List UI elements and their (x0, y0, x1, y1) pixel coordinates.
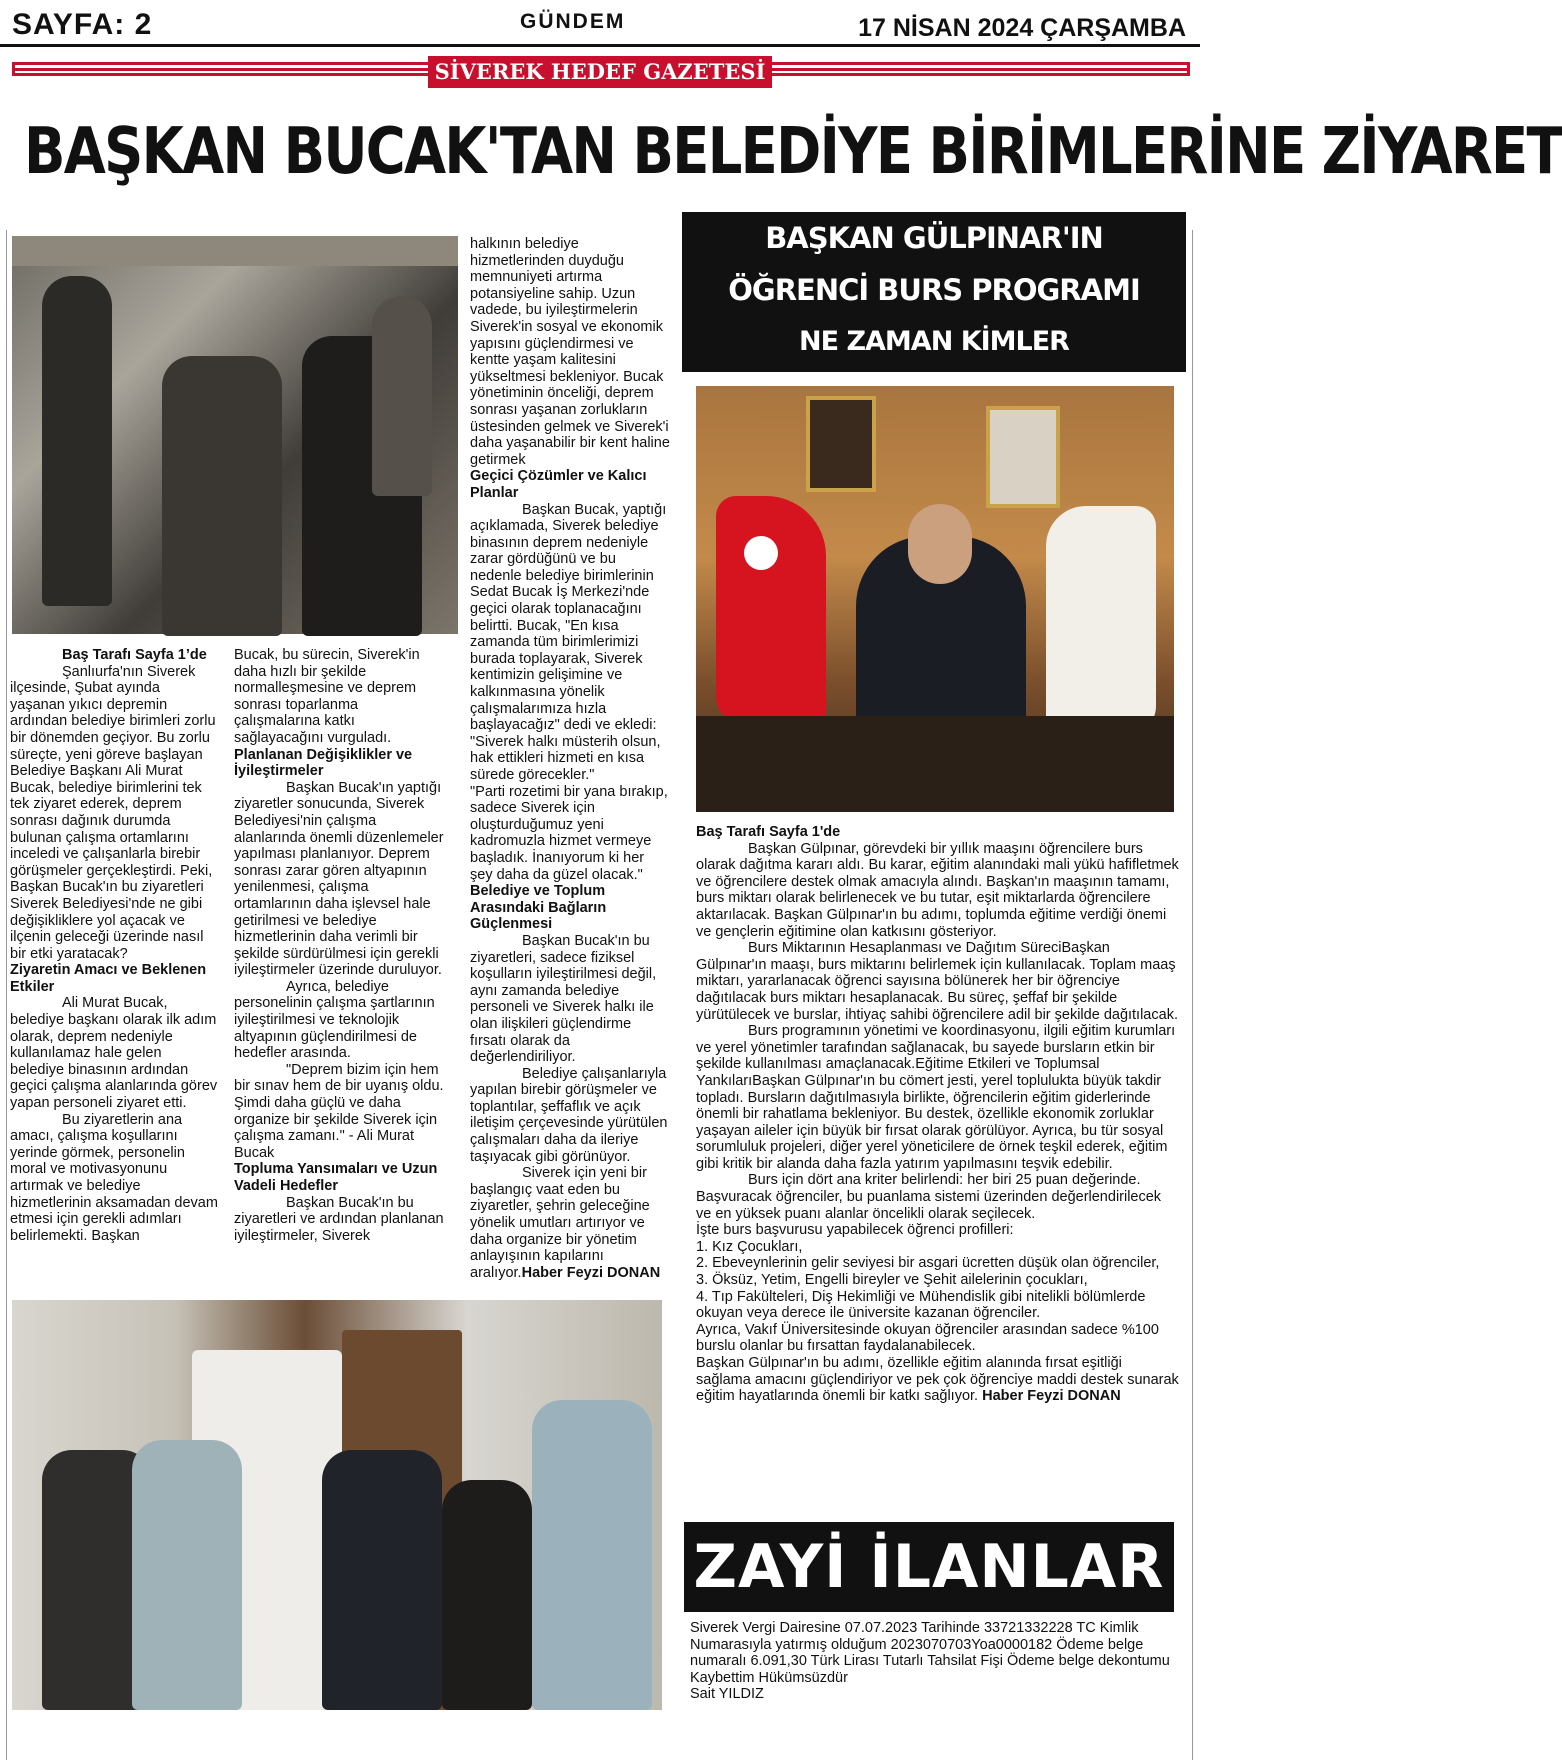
list-item: 3. Öksüz, Yetim, Engelli bireyler ve Şehit ailelerinin çocukları, (696, 1272, 1088, 1289)
frame-line-left (6, 230, 7, 1760)
photo-handshake (12, 236, 458, 634)
paragraph: Ali Murat Bucak, belediye başkanı olarak ilk adım olarak, deprem nedeniyle kullanılamaz hale gelen belediye binasının ardından geçici çalışma alanlarında görev yapan personeli ziyaret etti. (10, 995, 218, 1112)
paragraph: Ayrıca, Vakıf Üniversitesinde okuyan öğrenciler arasından sadece %100 burslu olanlar bu fırsattan faydalanabilecek. (696, 1321, 1159, 1355)
classifieds-title: ZAYİ İLANLAR (684, 1522, 1174, 1612)
section-name: GÜNDEM (520, 10, 626, 33)
subheading: Belediye ve Toplum Arasındaki Bağların Güçlenmesi (470, 883, 607, 933)
paragraph: Başkan Bucak'ın bu ziyaretleri ve ardından planlanan iyileştirmeler, Siverek (234, 1194, 444, 1244)
page-number: SAYFA: 2 (12, 8, 153, 41)
paragraph-text: Başkan Gülpınar'ın bu adımı, özellikle eğitim alanında fırsat eşitliği sağlama amacını güçlendiriyor ve pek çok öğrenciye maddi destek sunarak eğitim hayatlarında önemli bir katkı sağlıyor. (696, 1355, 1179, 1405)
lost-notice-name: Sait YILDIZ (690, 1686, 764, 1703)
sidebar-headline-line: NE ZAMAN KİMLER (799, 326, 1069, 357)
byline: Haber Feyzi DONAN (982, 1388, 1121, 1405)
paragraph: Ayrıca, belediye personelinin çalışma şartlarının iyileştirilmesi ve teknolojik altyapının güçlendirilmesi de hedefler arasında. (234, 978, 435, 1062)
red-rule-right (770, 62, 1190, 76)
list-item: 2. Ebeveynlerinin gelir seviyesi bir asgari ücretten düşük olan öğrenciler, (696, 1255, 1160, 1272)
quote: "Deprem bizim için hem bir sınav hem de bir uyanış oldu. Şimdi daha güçlü ve daha organize bir şekilde Siverek için çalışma zamanı." - Ali Murat Bucak (234, 1061, 444, 1161)
paragraph: halkının belediye hizmetlerinden duyduğu memnuniyeti artırma potansiyeline sahip. Uzun vadede, bu iyileştirmelerin Siverek'in sosyal ve ekonomik yapısını güçlendirmesi ve kentte yaşam kalitesini yükseltmesi bekleniyor. Bucak yönetiminin önceliği, deprem sonrası yaşanan zorlukların üstesinden gelmek ve Siverek'i daha yaşanabilir bir kent haline getirmek (470, 236, 670, 468)
article-col-3 (470, 236, 670, 1281)
subheading: Planlanan Değişiklikler ve İyileştirmeler (234, 746, 413, 780)
main-headline: BAŞKAN BUCAK'TAN BELEDİYE BİRİMLERİNE ZİYARET (24, 115, 1562, 189)
list-item: 4. Tıp Fakülteleri, Diş Hekimliği ve Mühendislik gibi nitelikli bölümlerde okuyan veya derece ile üniversite kazanan öğrenciler. (696, 1288, 1146, 1322)
paragraph: Başkan Gülpınar, görevdeki bir yıllık maaşını öğrencilere burs olarak dağıtma kararı aldı. Bu karar, eğitim alanındaki mali yükü hafifletmek ve öğrencilere destek olmak amacıyla alındı. Başkan'ın maaşının tamamı, burs miktarı olarak belirlenecek ve bu tutar, eşit miktarlarda öğrencilere aktarılacak. Başkan Gülpınar'ın bu adımı, toplumda eğitime verdiği önemi ve gençlerin eğitimine olan katkısını gösteriyor. (696, 840, 1179, 940)
article-continuation: Baş Tarafı Sayfa 1'de (696, 824, 841, 840)
paragraph: Burs Miktarının Hesaplanması ve Dağıtım SüreciBaşkan Gülpınar'ın maaşı, burs miktarını belirlemek için kullanılacak. Toplam maaş miktarı, yararlanacak öğrenci sayısına bölünerek her bir öğrenciye dağıtılacak burs miktarı hesaplanacak. Bu süreç, şeffaf bir şekilde yürütülecek ve burslar, ihtiyaç sahibi öğrencilere adil bir şekilde dağıtılacak. (696, 940, 1178, 1023)
frame-line-right (1192, 230, 1193, 1760)
red-rule-left (12, 62, 432, 76)
subheading: Ziyaretin Amacı ve Beklenen Etkiler (10, 962, 207, 995)
list-item: 1. Kız Çocukları, (696, 1238, 803, 1255)
article-col-2 (234, 647, 446, 1244)
framed-portrait-erdogan (986, 406, 1060, 508)
municipal-flag-icon (1046, 506, 1156, 736)
lost-notice-text: Siverek Vergi Dairesine 07.07.2023 Tarihinde 33721332228 TC Kimlik Numarasıyla yatırmış olduğum 2023070703Yoa0000182 Ödeme belge numaralı 6.091,30 Türk Lirası Tutarlı Tahsilat Fişi Ödeme belge dekontumu Kaybettim Hükümsüzdür (690, 1620, 1170, 1686)
paragraph: Başvuracak öğrenciler, bu puanlama sistemi üzerinden değerlendirilecek ve en yüksek puanı alanlar öncelikli olarak seçilecek. (696, 1189, 1162, 1222)
issue-date: 17 NİSAN 2024 ÇARŞAMBA (858, 14, 1186, 42)
paragraph: Burs programının yönetimi ve koordinasyonu, ilgili eğitim kurumları ve yerel yönetimler tarafından sağlanacak, bu sayede bursların etkin bir şekilde kullanılması amaçlanacak.Eğitime Etkileri ve Toplumsal YankılarıBaşkan Gülpınar'ın bu cömert jesti, yerel toplulukta büyük takdir topladı. Bursların dağıtılmasıyla birlikte, öğrencilerin eğitim giderlerinde önemli bir rahatlama bekleniyor. Bu destek, özellikle ekonomik zorluklar yaşayan aileler için büyük bir fırsat olarak görülüyor. Ayrıca, bu tür sosyal sorumluluk projeleri, diğer yerel yöneticilere de örnek teşkil ederek, eğitim gibi kritik bir alanda daha fazla yatırım yapılmasını teşvik edebilir. (696, 1023, 1176, 1172)
mayor-face (908, 504, 972, 584)
turkish-flag-icon (716, 496, 826, 726)
paragraph: Bu ziyaretlerin ana amacı, çalışma koşullarını yerinde görmek, personelin moral ve motivasyonunu artırmak ve belediye hizmetlerinin aksamadan devam etmesi için gerekli adımları belirlemekti. Başkan (10, 1111, 218, 1244)
photo-mayor-portrait (696, 386, 1174, 812)
photo-office-visit (12, 1300, 662, 1710)
paragraph: Bucak, bu sürecin, Siverek'in daha hızlı bir şekilde normalleşmesine ve deprem sonrası toparlanma çalışmalarına katkı sağlayacağını vurguladı. (234, 647, 420, 746)
desk (696, 716, 1174, 812)
sidebar-headline (682, 212, 1186, 372)
paragraph: Başkan Bucak'ın bu ziyaretleri, sadece fiziksel koşulların iyileştirilmesi değil, aynı zamanda belediye personeli ve Siverek halkı ile olan ilişkileri güçlendirme fırsatı olarak da değerlendiriliyor. (470, 932, 657, 1066)
sidebar-headline-line: ÖĞRENCİ BURS PROGRAMI (728, 273, 1140, 307)
paragraph: Belediye çalışanlarıyla yapılan birebir görüşmeler ve toplantılar, şeffaflık ve açık iletişim çerçevesinde yürütülen çalışmaları daha da ileriye taşıyacak gibi görünüyor. (470, 1065, 668, 1165)
subheading: Geçici Çözümler ve Kalıcı Planlar (470, 468, 647, 501)
framed-portrait-atatürk (806, 396, 876, 492)
byline: Haber Feyzi DONAN (521, 1264, 661, 1281)
paragraph: Şanlıurfa'nın Siverek ilçesinde, Şubat ayında yaşanan yıkıcı depremin ardından belediye birimleri zorlu bir dönemden geçiyor. Bu zorlu süreçte, yeni göreve başlayan Belediye Başkanı Ali Murat Bucak, belediye birimlerini tek tek ziyaret ederek, deprem sonrası dağınık durumda bulunan çalışma ortamlarını inceledi ve çalışanlarla birebir görüşmeler gerçekleştirdi. Peki, Başkan Bucak'ın bu ziyaretleri Siverek Belediyesi'nde ne gibi değişikliklere yol açacak ve ilçenin geleceği üzerinde nasıl bir etki yaratacak? (10, 663, 216, 962)
paragraph-text: Siverek için yeni bir başlangıç vaat eden bu ziyaretler, şehrin geleceğine yönelik umutları artırıyor ve daha organize bir yönetim anlayışının kapılarını aralıyor. (470, 1165, 650, 1281)
paragraph: Başkan Bucak, yaptığı açıklamada, Siverek belediye binasının deprem nedeniyle zarar gördüğünü ve bu nedenle belediye birimlerinin Sedat Bucak İş Merkezi'nde geçici olarak toplanacağını belirtti. Bucak, "En kısa zamanda tüm birimlerimizi burada toplayarak, Siverek kentimizin gelişimine ve kalkınmasına yönelik çalışmalarımıza hızla başlayacağız" dedi ve ekledi: (470, 501, 667, 734)
article-continuation: Baş Tarafı Sayfa 1’de (62, 647, 207, 663)
paragraph: Başkan Bucak'ın yaptığı ziyaretler sonucunda, Siverek Belediyesi'nin çalışma alanlarında önemli düzenlemeler yapılması planlanıyor. Deprem sonrası zarar gören altyapının yenilenmesi, çalışma ortamlarının daha işlevsel hale getirilmesi ve belediye hizmetlerinin daha verimli bir şekilde sürdürülmesi için gerekli iyileştirmeler üzerinde duruluyor. (234, 779, 444, 979)
quote: "Siverek halkı müsterih olsun, hak ettikleri hizmeti en kısa sürede görecekler." (470, 733, 661, 783)
sidebar-headline-line: BAŞKAN GÜLPINAR'IN (765, 221, 1103, 255)
newspaper-brand: SİVEREK HEDEF GAZETESİ (428, 56, 772, 88)
quote: "Parti rozetimi bir yana bırakıp, sadece Siverek için oluşturduğumuz yeni kadromuzla hizmet vermeye başladık. İnanıyorum ki her şey daha da güzel olacak." (470, 783, 668, 883)
paragraph: İşte burs başvurusu yapabilecek öğrenci profilleri: (696, 1222, 1014, 1239)
flag-crescent-icon (744, 536, 778, 570)
classifieds-body (690, 1620, 1180, 1703)
subheading: Topluma Yansımaları ve Uzun Vadeli Hedefler (234, 1161, 438, 1194)
sidebar-body (696, 824, 1180, 1405)
header-rule (0, 44, 1200, 47)
paragraph: Burs için dört ana kriter belirlendi: her biri 25 puan değerinde. (748, 1172, 1141, 1189)
article-col-1 (10, 647, 218, 1244)
paragraph (470, 1165, 670, 1281)
paragraph (696, 1355, 1180, 1405)
